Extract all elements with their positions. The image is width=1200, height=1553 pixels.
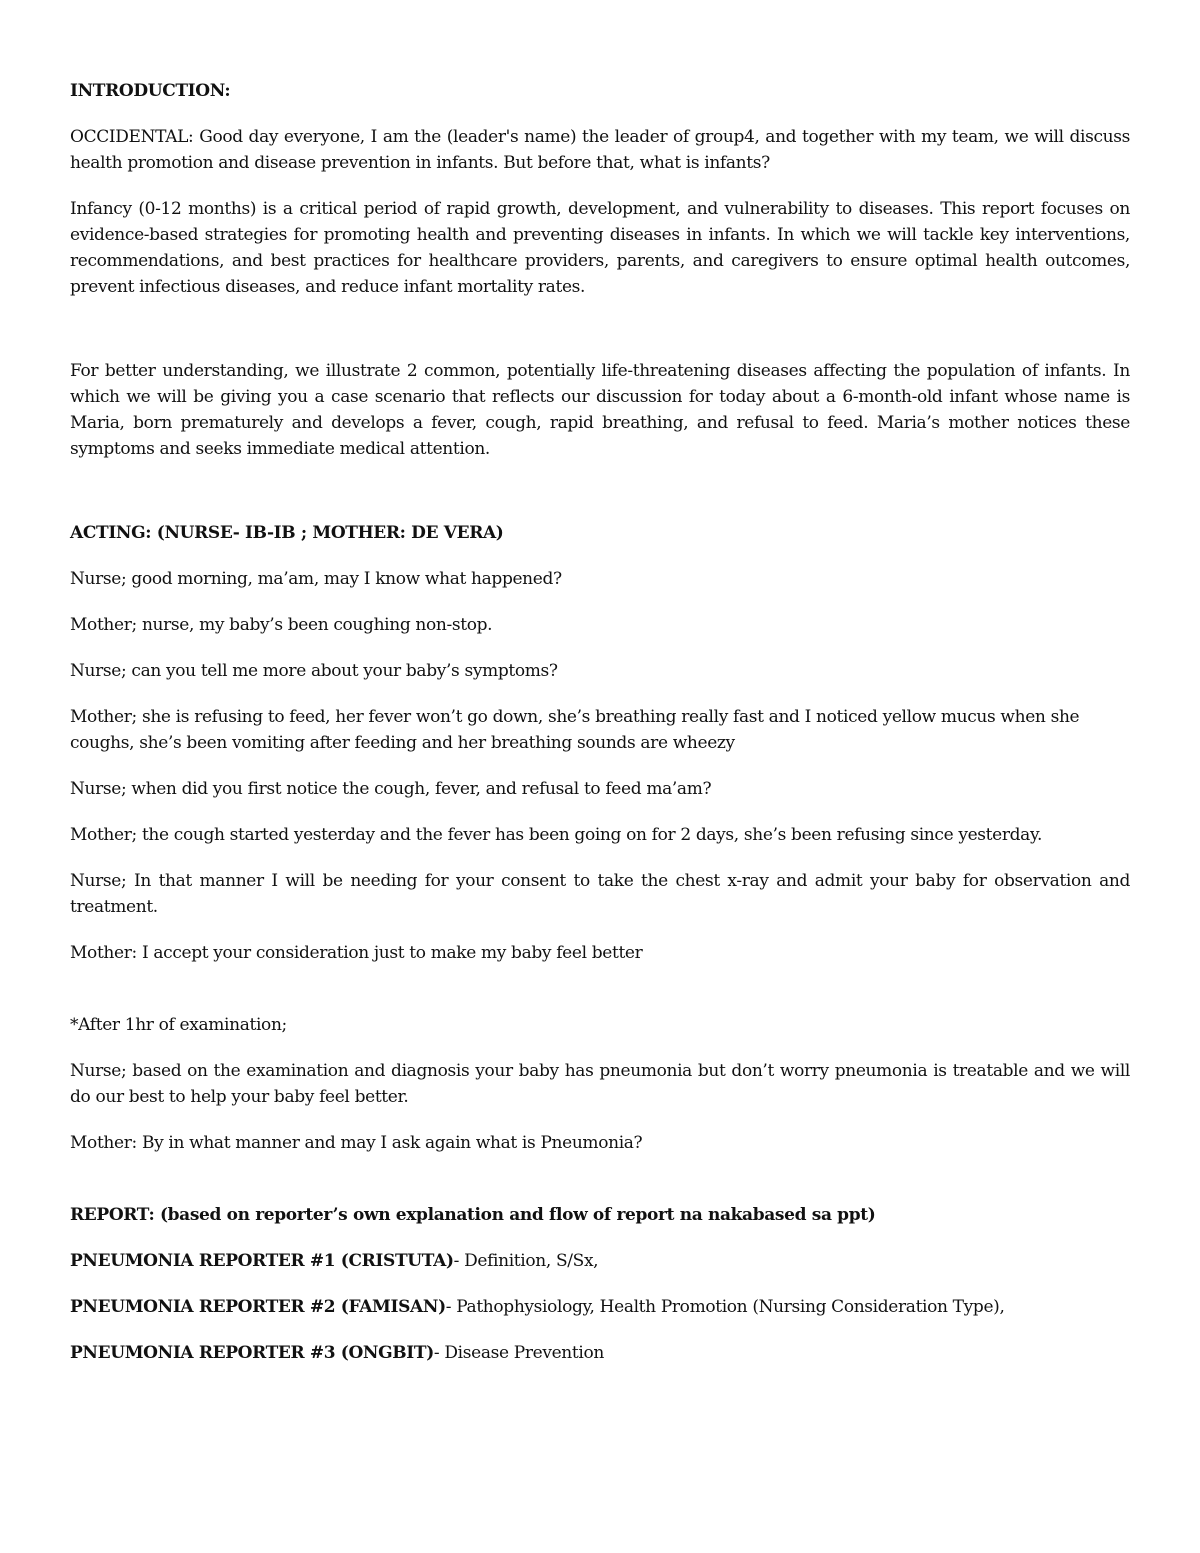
report-heading: REPORT: (based on reporter’s own explanation and flow of report na nakabased sa ppt) xyxy=(70,1205,876,1225)
after-examination-note: *After 1hr of examination; xyxy=(70,1015,287,1035)
dialogue-line: Mother; she is refusing to feed, her fever won’t go down, she’s breathing really fast and I noticed yellow mucus when she coughs, she’s been vomiting after feeding and her breathing sounds are wheezy xyxy=(70,707,1080,753)
reporter-line xyxy=(70,1248,1130,1274)
dialogue-line: Nurse; can you tell me more about your baby’s symptoms? xyxy=(70,661,558,681)
reporter-line xyxy=(70,1340,1130,1366)
dialogue-line: Nurse; based on the examination and diagnosis your baby has pneumonia but don’t worry pneumonia is treatable and we will do our best to help your baby feel better. xyxy=(70,1061,1130,1107)
dialogue-line: Mother: I accept your consideration just to make my baby feel better xyxy=(70,943,643,963)
dialogue-line: Nurse; In that manner I will be needing for your consent to take the chest x-ray and admit your baby for observation and treatment. xyxy=(70,871,1130,917)
reporter-topics: - Pathophysiology, Health Promotion (Nursing Consideration Type), xyxy=(445,1297,1005,1317)
introduction-paragraph-2: Infancy (0-12 months) is a critical period of rapid growth, development, and vulnerability to diseases. This report focuses on evidence-based strategies for promoting health and preventing diseases in infants. In which we will tackle key interventions, recommendations, and best practices for healthcare providers, parents, and caregivers to ensure optimal health outcomes, prevent infectious diseases, and reduce infant mortality rates. xyxy=(70,199,1130,297)
introduction-paragraph-1: OCCIDENTAL: Good day everyone, I am the (leader's name) the leader of group4, and together with my team, we will discuss health promotion and disease prevention in infants. But before that, what is infants? xyxy=(70,127,1130,173)
reporter-topics: - Disease Prevention xyxy=(433,1343,604,1363)
dialogue-line: Nurse; good morning, ma’am, may I know what happened? xyxy=(70,569,562,589)
reporter-label: PNEUMONIA REPORTER #3 (ONGBIT) xyxy=(70,1343,434,1363)
introduction-paragraph-3: For better understanding, we illustrate 2 common, potentially life-threatening diseases affecting the population of infants. In which we will be giving you a case scenario that reflects our discussion for today about a 6-month-old infant whose name is Maria, born prematurely and develops a fever, cough, rapid breathing, and refusal to feed. Maria’s mother notices these symptoms and seeks immediate medical attention. xyxy=(70,361,1130,459)
reporter-label: PNEUMONIA REPORTER #2 (FAMISAN) xyxy=(70,1297,446,1317)
reporter-topics: - Definition, S/Sx, xyxy=(453,1251,599,1271)
dialogue-line: Mother: By in what manner and may I ask again what is Pneumonia? xyxy=(70,1133,643,1153)
dialogue-line: Mother; nurse, my baby’s been coughing non-stop. xyxy=(70,615,493,635)
dialogue-line: Nurse; when did you first notice the cough, fever, and refusal to feed ma’am? xyxy=(70,779,712,799)
reporter-label: PNEUMONIA REPORTER #1 (CRISTUTA) xyxy=(70,1251,454,1271)
acting-heading: ACTING: (NURSE- IB-IB ; MOTHER: DE VERA) xyxy=(70,523,504,543)
dialogue-line: Mother; the cough started yesterday and the fever has been going on for 2 days, she’s been refusing since yesterday. xyxy=(70,825,1043,845)
introduction-heading: INTRODUCTION: xyxy=(70,81,231,101)
reporter-line xyxy=(70,1294,1130,1320)
document-page xyxy=(70,78,1130,1386)
